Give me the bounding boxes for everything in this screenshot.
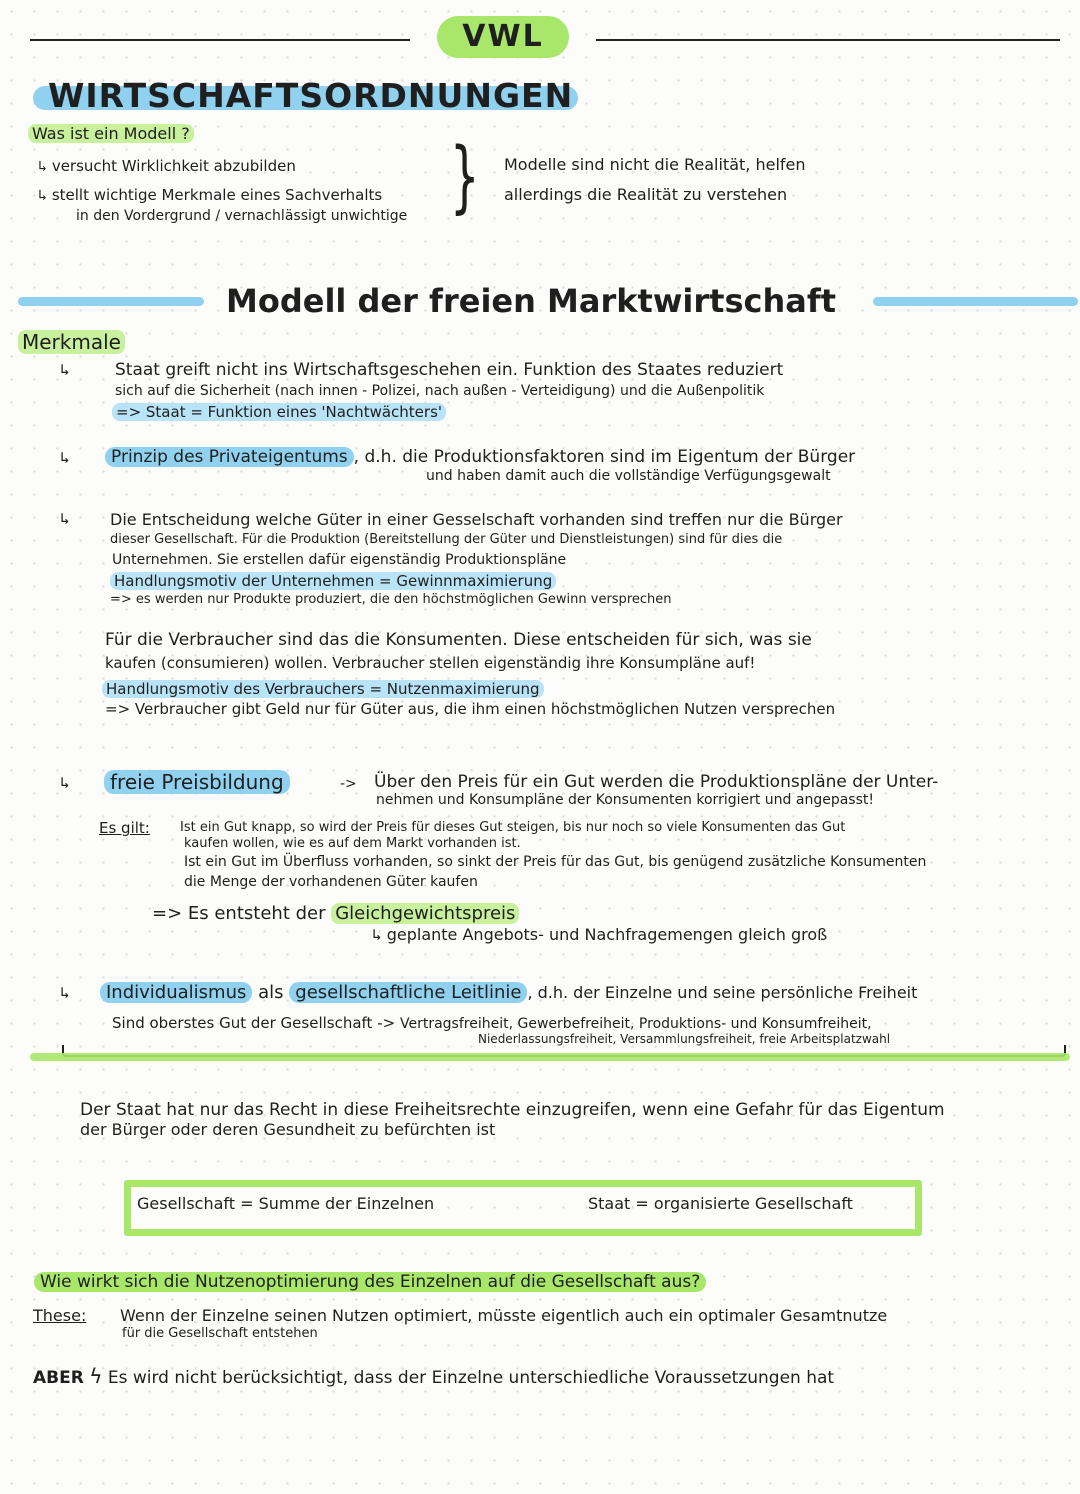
page-title: WIRTSCHAFTSORDNUNGEN — [48, 76, 574, 115]
section2-line-right — [873, 297, 1078, 306]
m3-line-2: dieser Gesellschaft. Für die Produktion (Bereitstellung der Güter und Dienstleistungen) sind für dies die — [110, 532, 783, 547]
staat-line-2: der Bürger oder deren Gesundheit zu befürchten ist — [80, 1120, 496, 1139]
sub-arrow-icon: ↳ — [60, 509, 70, 528]
m3-line-3: Unternehmen. Sie erstellen dafür eigenständig Produktionspläne — [112, 552, 567, 568]
aber-line: ABER ϟ Es wird nicht berücksichtigt, dass der Einzelne unterschiedliche Voraussetzungen hat — [33, 1364, 835, 1388]
header-line-right — [596, 39, 1060, 41]
question2: Wie wirkt sich die Nutzenoptimierung des Einzelnen auf die Gesellschaft aus? — [34, 1272, 706, 1292]
m5-line-3: Niederlassungsfreiheit, Versammlungsfreiheit, freie Arbeitsplatzwahl — [478, 1032, 891, 1046]
sub-arrow-icon: ↳ — [38, 186, 48, 204]
header-line-left — [30, 39, 410, 41]
modell-conclusion-1: Modelle sind nicht die Realität, helfen — [504, 155, 806, 174]
sub-arrow-icon: ↳ — [60, 773, 70, 792]
subject-badge — [437, 16, 569, 58]
m4-arrow-text-2: nehmen und Konsumpläne der Konsumenten korrigiert und angepasst! — [376, 792, 874, 808]
modell-conclusion-2: allerdings die Realität zu verstehen — [504, 185, 788, 204]
m4-arrow-text-1: Über den Preis für ein Gut werden die Produktionspläne der Unter- — [374, 772, 939, 792]
m1-line-3: => Staat = Funktion eines 'Nachtwächters' — [112, 403, 446, 421]
these-line-1: Wenn der Einzelne seinen Nutzen optimiert, müsste eigentlich auch ein optimaler Gesamtnutze — [120, 1306, 888, 1325]
m1-line-2: sich auf die Sicherheit (nach innen - Polizei, nach außen - Verteidigung) und die Außenpolitik — [115, 383, 765, 399]
right-arrow-icon: -> — [340, 776, 357, 792]
sub-arrow-icon: ↳ — [60, 448, 70, 467]
section2-line-left — [18, 297, 204, 306]
m4-result: => Es entsteht der Gleichgewichtspreis — [152, 903, 519, 924]
m3-line-5: => es werden nur Produkte produziert, die den höchstmöglichen Gewinn versprechen — [110, 592, 672, 607]
es-gilt-label: Es gilt: — [99, 819, 150, 837]
m3-line-8: Handlungsmotiv des Verbrauchers = Nutzenmaximierung — [102, 680, 544, 698]
modell-point-2-cont: in den Vordergrund / vernachlässigt unwichtige — [76, 208, 408, 224]
m4-result-sub: ↳ geplante Angebots- und Nachfragemengen gleich groß — [372, 925, 828, 944]
m4-title: freie Preisbildung — [104, 770, 290, 794]
sub-arrow-icon: ↳ — [60, 360, 70, 379]
m3-line-1: Die Entscheidung welche Güter in einer Gesselschaft vorhanden sind treffen nur die Bürger — [110, 510, 843, 529]
m5-line-2: Sind oberstes Gut der Gesellschaft -> Vertragsfreiheit, Gewerbefreiheit, Produktions- und Konsumfreiheit, — [112, 1014, 872, 1032]
m4-rule-1-line-1: Ist ein Gut knapp, so wird der Preis für dieses Gut steigen, bis nur noch so viele Konsumenten das Gut — [180, 820, 846, 835]
sub-arrow-icon: ↳ — [38, 157, 48, 175]
curly-brace-icon: } — [449, 132, 480, 222]
subject-label: VWL — [462, 19, 544, 54]
m4-rule-2-line-2: die Menge der vorhandenen Güter kaufen — [184, 874, 478, 890]
merkmale-label: Merkmale — [18, 330, 125, 354]
modell-point-1: ↳ versucht Wirklichkeit abzubilden — [38, 157, 296, 175]
section2-title: Modell der freien Marktwirtschaft — [226, 282, 837, 320]
m1-line-1: Staat greift nicht ins Wirtschaftsgeschehen ein. Funktion des Staates reduziert — [115, 360, 784, 380]
m4-rule-2-line-1: Ist ein Gut im Überfluss vorhanden, so sinkt der Preis für das Gut, bis genügend zusätzliche Konsumenten — [184, 854, 927, 870]
m3-line-7: kaufen (consumieren) wollen. Verbraucher stellen eigenständig ihre Konsumpläne auf! — [105, 654, 756, 672]
m2-line-1: Prinzip des Privateigentums , d.h. die Produktionsfaktoren sind im Eigentum der Bürger — [105, 447, 855, 467]
modell-question: Was ist ein Modell ? — [28, 124, 194, 143]
lightning-icon: ϟ — [89, 1364, 103, 1388]
box-right-text: Staat = organisierte Gesellschaft — [588, 1194, 853, 1213]
m3-line-6: Für die Verbraucher sind das die Konsumenten. Diese entscheiden für sich, was sie — [105, 630, 812, 650]
m4-rule-1-line-2: kaufen wollen, wie es auf dem Markt vorhanden ist. — [184, 836, 521, 851]
staat-line-1: Der Staat hat nur das Recht in diese Freiheitsrechte einzugreifen, wenn eine Gefahr für das Eigentum — [80, 1100, 945, 1120]
box-left-text: Gesellschaft = Summe der Einzelnen — [137, 1194, 435, 1213]
m3-line-9: => Verbraucher gibt Geld nur für Güter aus, die ihm einen höchstmöglichen Nutzen versprechen — [105, 700, 836, 718]
m5-line-1: Individualismus als gesellschaftliche Leitlinie , d.h. der Einzelne und seine persönliche Freiheit — [100, 982, 917, 1003]
modell-point-2: ↳ stellt wichtige Merkmale eines Sachverhalts — [38, 186, 383, 204]
m2-line-2: und haben damit auch die vollständige Verfügungsgewalt — [426, 468, 831, 484]
these-label: These: — [33, 1306, 87, 1325]
m5-green-underline — [30, 1053, 1070, 1061]
these-line-2: für die Gesellschaft entstehen — [122, 1326, 318, 1341]
sub-arrow-icon: ↳ — [372, 925, 382, 944]
m3-line-4: Handlungsmotiv der Unternehmen = Gewinnmaximierung — [110, 572, 556, 590]
sub-arrow-icon: ↳ — [60, 983, 70, 1002]
